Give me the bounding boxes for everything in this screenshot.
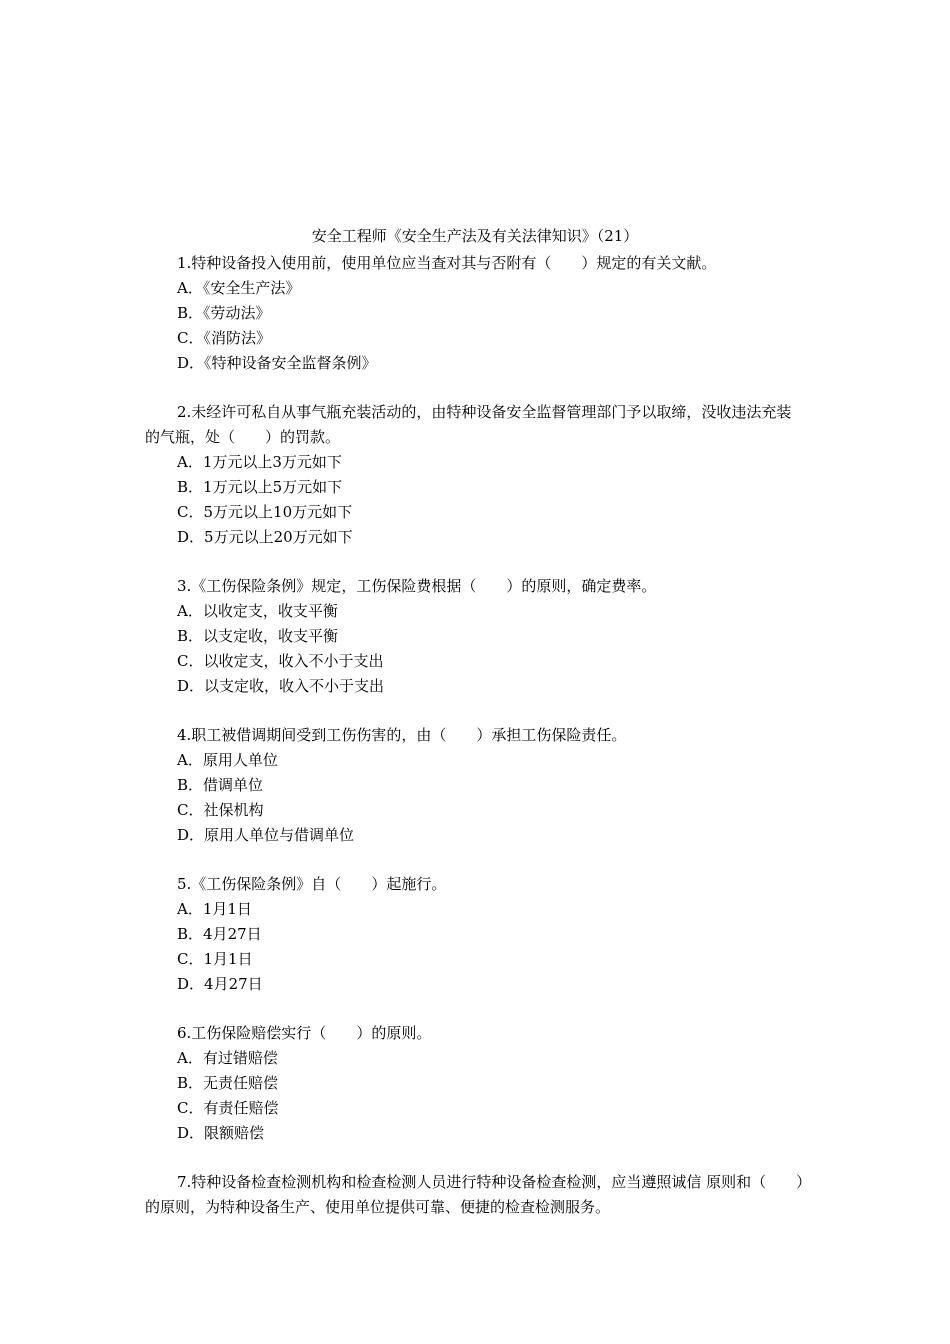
option-c: C．《消防法》 [177, 329, 271, 347]
option-c: C．1月1日 [177, 950, 253, 968]
option-a: A．《安全生产法》 [177, 279, 301, 297]
option-d: D．《特种设备安全监督条例》 [177, 354, 377, 372]
option-b: B．《劳动法》 [177, 304, 271, 322]
question-list [145, 251, 805, 1220]
question-5 [145, 872, 805, 997]
option-a: A．1万元以上3万元如下 [177, 453, 342, 471]
option-a: A．原用人单位 [177, 751, 278, 769]
question-stem: 3.《工伤保险条例》规定，工伤保险费根据（ ）的原则，确定费率。 [177, 577, 657, 595]
option-d: D．5万元以上20万元如下 [177, 528, 353, 546]
option-b: B．4月27日 [177, 925, 262, 943]
option-c: C．有责任赔偿 [177, 1099, 279, 1117]
option-a: A．1月1日 [177, 900, 252, 918]
option-b: B．以支定收，收支平衡 [177, 627, 339, 645]
document-title: 安全工程师《安全生产法及有关法律知识》（21） [311, 227, 639, 245]
option-c: C．以收定支，收入不小于支出 [177, 652, 384, 670]
option-c: C．5万元以上10万元如下 [177, 503, 353, 521]
question-stem: 5.《工伤保险条例》自（ ）起施行。 [177, 875, 447, 893]
question-stem: 1.特种设备投入使用前，使用单位应当查对其与否附有（ ）规定的有关文献。 [177, 254, 717, 272]
option-d: D．原用人单位与借调单位 [177, 826, 355, 844]
option-d: D．限额赔偿 [177, 1124, 265, 1142]
option-b: B．1万元以上5万元如下 [177, 478, 343, 496]
question-stem: 4.职工被借调期间受到工伤伤害的，由（ ）承担工伤保险责任。 [177, 726, 627, 744]
question-spacer [145, 376, 805, 400]
question-spacer [145, 1146, 805, 1170]
question-7 [145, 1170, 805, 1220]
option-b: B．借调单位 [177, 776, 264, 794]
question-6 [145, 1021, 805, 1146]
question-spacer [145, 550, 805, 574]
question-1 [145, 251, 805, 376]
question-4 [145, 723, 805, 848]
option-a: A．有过错赔偿 [177, 1049, 278, 1067]
question-spacer [145, 997, 805, 1021]
option-c: C．社保机构 [177, 801, 264, 819]
question-stem: 6.工伤保险赔偿实行（ ）的原则。 [177, 1024, 432, 1042]
question-spacer [145, 848, 805, 872]
question-stem: 2.未经许可私自从事气瓶充装活动的，由特种设备安全监督管理部门予以取缔，没收违法充装的气瓶，处（ ）的罚款。 [145, 403, 792, 446]
option-d: D．以支定收，收入不小于支出 [177, 677, 385, 695]
question-2 [145, 400, 805, 550]
question-stem: 7.特种设备检查检测机构和检查检测人员进行特种设备检查检测，应当遵照诚信 原则和（ ）的原则，为特种设备生产、使用单位提供可靠、便捷的检查检测服务。 [145, 1173, 804, 1216]
option-d: D．4月27日 [177, 975, 263, 993]
question-spacer [145, 699, 805, 723]
option-b: B．无责任赔偿 [177, 1074, 279, 1092]
question-3 [145, 574, 805, 699]
option-a: A．以收定支，收支平衡 [177, 602, 338, 620]
